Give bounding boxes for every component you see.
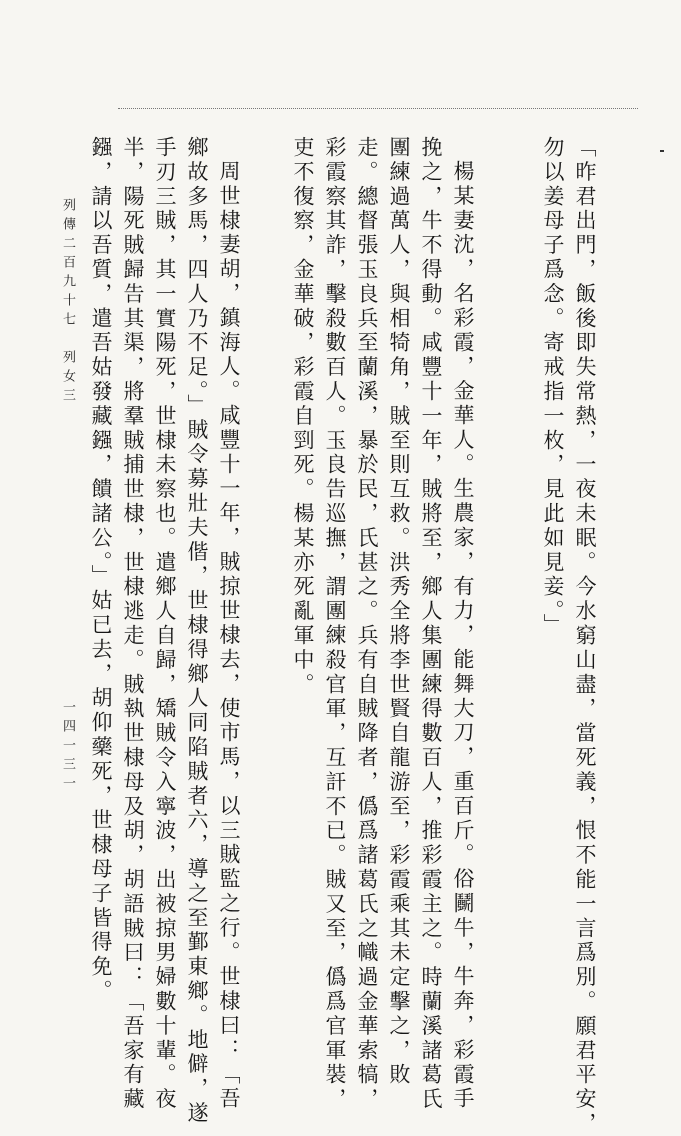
- text-column: 彩霞察其詐，擊殺數百人。玉良告巡撫，謂團練殺官軍，互訐不已。賊又至，僞爲官軍裝，: [323, 136, 347, 1112]
- text-column: 手刃三賊，其一實陽死，世棣未察也。遣鄉人自歸，矯賊令入寧波，出被掠男婦數十輩。夜: [153, 136, 177, 1112]
- text-column: 走。總督張玉良兵至蘭溪，暴於民，氏甚之。兵有自賊降者，僞爲諸葛氏之幟過金華索犒，: [355, 136, 379, 1112]
- text-column: 團練過萬人，與相犄角，賊至則互救。洪秀全將李世賢自龍游至，彩霞乘其未定擊之，敗: [387, 136, 411, 1088]
- text-column: 鏹，請以吾質，遣吾姑發藏鏹，饋諸公。」姑已去，胡仰藥死，世棣母子皆得免。: [89, 136, 113, 1004]
- text-column: 周世棣妻胡，鎮海人。咸豐十一年，賊掠世棣去，使市馬，以三賊監之行。世棣曰：「吾: [217, 160, 241, 1112]
- margin-mark: [660, 150, 664, 152]
- chapter-label: 列傳二百九十七 列女三: [60, 198, 75, 407]
- text-column: 「昨君出門，飯後即失常熱，一夜未眠。今水窮山盡，當死義，恨不能一言爲別。願君平安，: [573, 136, 597, 1136]
- text-column: 挽之，牛不得動。咸豐十一年，賊將至，鄉人集團練得數百人，推彩霞主之。時蘭溪諸葛氏: [419, 136, 443, 1112]
- text-column: 鄉故多馬，四人乃不足。」賊令募壯夫偕，世棣得鄉人同陷賊者六，導之至鄞東鄉。地僻，遂: [185, 136, 209, 1126]
- text-column: 勿以姜母子爲念。寄戒指一枚，見此如見妾。」: [541, 136, 565, 638]
- text-column: 吏不復察，金華破，彩霞自剄死。楊某亦死亂軍中。: [291, 136, 315, 698]
- page-number: 一四一三一: [60, 700, 75, 795]
- text-column: 楊某妻沈，名彩霞，金華人。生農家，有力，能舞大刀，重百斤。俗鬭牛，牛奔，彩霞手: [451, 160, 475, 1112]
- dotted-rule: [118, 108, 638, 109]
- text-column: 半，陽死賊歸告其渠，將羣賊捕世棣，世棣逃走。賊執世棣母及胡，胡語賊曰：「吾家有藏: [121, 136, 145, 1112]
